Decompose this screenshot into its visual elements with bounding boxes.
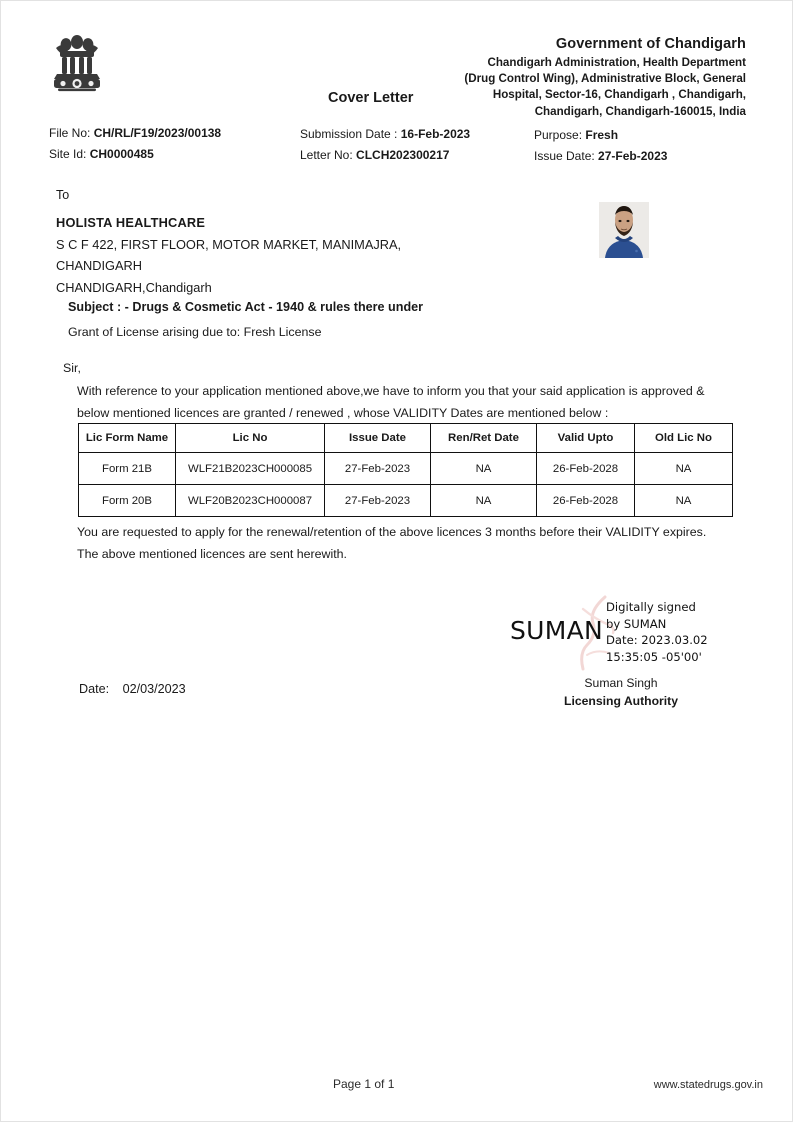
addressee-line-1: S C F 422, FIRST FLOOR, MOTOR MARKET, MANIMAJRA, <box>56 236 402 252</box>
meta-left-column <box>49 123 221 165</box>
cell-ren-ret-date: NA <box>431 485 537 517</box>
document-date <box>79 682 186 696</box>
government-address <box>326 55 746 120</box>
salutation: Sir, <box>63 361 81 375</box>
submission-date-value: 16-Feb-2023 <box>400 127 471 141</box>
site-id-label: Site Id: <box>49 147 87 161</box>
submission-date-row <box>300 124 470 145</box>
meta-right-column <box>534 125 667 167</box>
body-paragraph-2: You are requested to apply for the renewal/retention of the above licences 3 months before their VALIDITY expires. The above mentioned licences are sent herewith. <box>77 525 707 561</box>
signature-author-role: Licensing Authority <box>564 694 678 708</box>
subject-line: Subject : - Drugs & Cosmetic Act - 1940 & rules there under <box>68 300 424 314</box>
cell-lic-form-name: Form 20B <box>79 485 176 517</box>
meta-middle-column <box>300 124 470 166</box>
digital-signature-block <box>501 593 741 713</box>
cell-valid-upto: 26-Feb-2028 <box>537 453 635 485</box>
signature-name-glyph: SUMAN <box>510 616 604 645</box>
cell-issue-date: 27-Feb-2023 <box>325 485 431 517</box>
applicant-photo <box>599 202 649 258</box>
purpose-row <box>534 125 667 146</box>
cell-old-lic-no: NA <box>635 485 733 517</box>
issue-date-label: Issue Date: <box>534 149 595 163</box>
addressee-block <box>56 212 516 298</box>
table-row <box>79 453 733 485</box>
purpose-value: Fresh <box>585 128 619 142</box>
ashoka-lion-capital-emblem <box>48 32 106 96</box>
cell-issue-date: 27-Feb-2023 <box>325 453 431 485</box>
letter-no-label: Letter No: <box>300 148 353 162</box>
issue-date-value: 27-Feb-2023 <box>598 149 668 163</box>
address-line: (Drug Control Wing), Administrative Block, General <box>464 72 746 86</box>
column-header-lic-no: Lic No <box>176 424 325 453</box>
letter-no-row <box>300 145 470 166</box>
site-id-value: CH0000485 <box>89 147 154 161</box>
cell-ren-ret-date: NA <box>431 453 537 485</box>
site-id-row <box>49 144 221 165</box>
page-title: Cover Letter <box>328 90 414 106</box>
address-line: Chandigarh, Chandigarh-160015, India <box>534 104 746 118</box>
column-header-issue-date: Issue Date <box>325 424 431 453</box>
addressee-line-3: CHANDIGARH,Chandigarh <box>56 279 212 295</box>
grant-reason-line: Grant of License arising due to: Fresh License <box>68 325 322 339</box>
signature-author-name: Suman Singh <box>584 676 658 690</box>
signature-detail-line: Digitally signed <box>606 600 696 614</box>
address-line: Hospital, Sector-16, Chandigarh , Chandigarh, <box>492 88 746 102</box>
letter-no-value: CLCH202300217 <box>356 148 450 162</box>
cell-lic-no: WLF20B2023CH000087 <box>176 485 325 517</box>
column-header-lic-form-name: Lic Form Name <box>79 424 176 453</box>
addressee-name: HOLISTA HEALTHCARE <box>56 215 206 230</box>
footer-page-number: Page 1 of 1 <box>333 1077 395 1091</box>
signature-detail-line: Date: 2023.03.02 <box>606 633 708 648</box>
file-no-label: File No: <box>49 126 91 140</box>
cell-lic-form-name: Form 21B <box>79 453 176 485</box>
footer-url: www.statedrugs.gov.in <box>653 1079 763 1091</box>
column-header-old-lic-no: Old Lic No <box>635 424 733 453</box>
file-no-row <box>49 123 221 144</box>
cell-valid-upto: 26-Feb-2028 <box>537 485 635 517</box>
table-row <box>79 485 733 517</box>
file-no-value: CH/RL/F19/2023/00138 <box>93 126 222 140</box>
addressee-line-2: CHANDIGARH <box>56 258 143 273</box>
licence-table <box>78 423 733 517</box>
column-header-valid-upto: Valid Upto <box>537 424 635 453</box>
signature-detail-line: 15:35:05 -05'00' <box>606 649 702 664</box>
signature-detail-line: by SUMAN <box>606 616 667 631</box>
body-paragraph-1: With reference to your application mentioned above,we have to inform you that your said application is approved & below mentioned licences are granted / renewed , whose VALIDITY Dates are mentioned below : <box>77 384 705 420</box>
issue-date-row <box>534 146 667 167</box>
cell-old-lic-no: NA <box>635 453 733 485</box>
cell-lic-no: WLF21B2023CH000085 <box>176 453 325 485</box>
to-label: To <box>56 188 70 202</box>
signature-details <box>606 599 708 665</box>
purpose-label: Purpose: <box>534 128 583 142</box>
document-date-value: 02/03/2023 <box>122 682 186 696</box>
address-line: Chandigarh Administration, Health Department <box>487 56 746 69</box>
government-title: Government of Chandigarh <box>555 36 746 52</box>
column-header-ren-ret-date: Ren/Ret Date <box>431 424 537 453</box>
document-date-label: Date: <box>79 682 110 696</box>
table-header-row <box>79 424 733 453</box>
submission-date-label: Submission Date : <box>300 127 398 141</box>
